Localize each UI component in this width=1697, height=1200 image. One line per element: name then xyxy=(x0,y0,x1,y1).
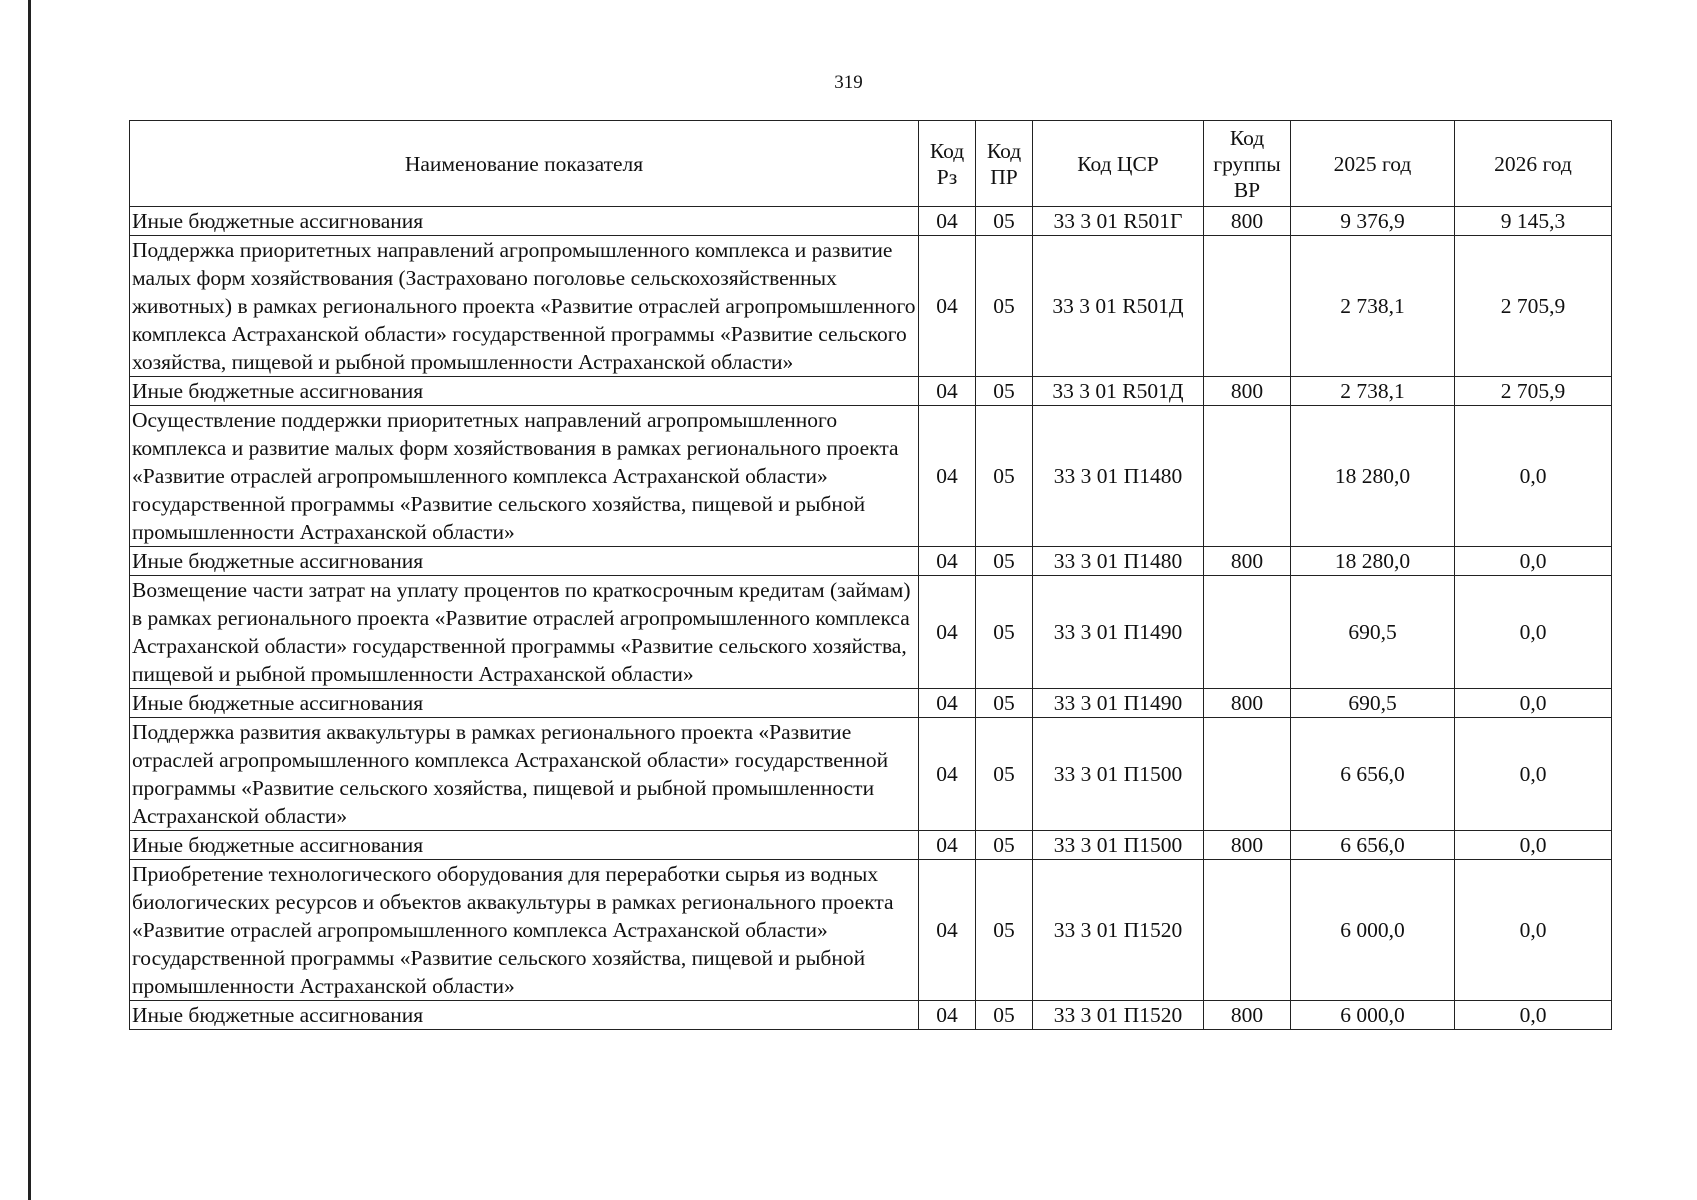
budget-table xyxy=(129,120,1612,1030)
cell-rz: 04 xyxy=(919,377,976,406)
cell-2026: 9 145,3 xyxy=(1455,207,1612,236)
cell-csr: 33 3 01 П1480 xyxy=(1033,547,1204,576)
header-2026: 2026 год xyxy=(1455,121,1612,207)
cell-2026: 0,0 xyxy=(1455,860,1612,1001)
cell-2025: 2 738,1 xyxy=(1291,236,1455,377)
table-row xyxy=(130,860,1612,1001)
cell-pr: 05 xyxy=(976,718,1033,831)
cell-vr: 800 xyxy=(1204,831,1291,860)
cell-2026: 0,0 xyxy=(1455,831,1612,860)
cell-csr: 33 3 01 П1490 xyxy=(1033,576,1204,689)
page-number: 319 xyxy=(834,72,863,93)
cell-vr: 800 xyxy=(1204,377,1291,406)
cell-vr xyxy=(1204,576,1291,689)
cell-2026: 0,0 xyxy=(1455,689,1612,718)
cell-csr: 33 3 01 R501Г xyxy=(1033,207,1204,236)
cell-2026: 2 705,9 xyxy=(1455,377,1612,406)
cell-pr: 05 xyxy=(976,236,1033,377)
cell-2025: 690,5 xyxy=(1291,689,1455,718)
cell-2026: 0,0 xyxy=(1455,1001,1612,1030)
cell-rz: 04 xyxy=(919,207,976,236)
table-row xyxy=(130,1001,1612,1030)
header-2025: 2025 год xyxy=(1291,121,1455,207)
cell-2026: 0,0 xyxy=(1455,547,1612,576)
cell-rz: 04 xyxy=(919,547,976,576)
cell-csr: 33 3 01 П1520 xyxy=(1033,860,1204,1001)
table-row xyxy=(130,718,1612,831)
cell-2025: 6 656,0 xyxy=(1291,718,1455,831)
table-row xyxy=(130,377,1612,406)
table-header-row xyxy=(130,121,1612,207)
cell-vr: 800 xyxy=(1204,207,1291,236)
cell-pr: 05 xyxy=(976,1001,1033,1030)
cell-2025: 690,5 xyxy=(1291,576,1455,689)
cell-rz: 04 xyxy=(919,689,976,718)
cell-csr: 33 3 01 П1480 xyxy=(1033,406,1204,547)
cell-csr: 33 3 01 П1500 xyxy=(1033,831,1204,860)
cell-vr xyxy=(1204,860,1291,1001)
cell-pr: 05 xyxy=(976,576,1033,689)
cell-pr: 05 xyxy=(976,689,1033,718)
table-row xyxy=(130,831,1612,860)
cell-name: Приобретение технологического оборудования для переработки сырья из водных биологических ресурсов и объектов аквакультуры в рамках регионального проекта «Развитие отраслей агропромышленного комплекса Астраханской области» государственной программы «Развитие сельского хозяйства, пищевой и рыбной промышленности Астраханской области» xyxy=(130,860,919,1001)
cell-vr: 800 xyxy=(1204,689,1291,718)
cell-csr: 33 3 01 П1520 xyxy=(1033,1001,1204,1030)
cell-pr: 05 xyxy=(976,406,1033,547)
cell-vr xyxy=(1204,406,1291,547)
cell-pr: 05 xyxy=(976,860,1033,1001)
cell-rz: 04 xyxy=(919,860,976,1001)
table-row xyxy=(130,207,1612,236)
header-pr: Код ПР xyxy=(976,121,1033,207)
cell-pr: 05 xyxy=(976,547,1033,576)
header-name: Наименование показателя xyxy=(130,121,919,207)
header-vr: Код группы ВР xyxy=(1204,121,1291,207)
table-row xyxy=(130,689,1612,718)
cell-2025: 18 280,0 xyxy=(1291,406,1455,547)
cell-csr: 33 3 01 П1490 xyxy=(1033,689,1204,718)
cell-name: Иные бюджетные ассигнования xyxy=(130,377,919,406)
cell-2026: 0,0 xyxy=(1455,576,1612,689)
cell-pr: 05 xyxy=(976,207,1033,236)
table-row xyxy=(130,236,1612,377)
cell-pr: 05 xyxy=(976,377,1033,406)
table-body xyxy=(130,207,1612,1030)
cell-name: Поддержка развития аквакультуры в рамках регионального проекта «Развитие отраслей агропромышленного комплекса Астраханской области» государственной программы «Развитие сельского хозяйства, пищевой и рыбной промышленности Астраханской области» xyxy=(130,718,919,831)
cell-rz: 04 xyxy=(919,718,976,831)
cell-2026: 2 705,9 xyxy=(1455,236,1612,377)
cell-2025: 6 000,0 xyxy=(1291,860,1455,1001)
cell-name: Осуществление поддержки приоритетных направлений агропромышленного комплекса и развитие малых форм хозяйствования в рамках регионального проекта «Развитие отраслей агропромышленного комплекса Астраханской области» государственной программы «Развитие сельского хозяйства, пищевой и рыбной промышленности Астраханской области» xyxy=(130,406,919,547)
cell-2025: 9 376,9 xyxy=(1291,207,1455,236)
table-row xyxy=(130,547,1612,576)
cell-csr: 33 3 01 П1500 xyxy=(1033,718,1204,831)
cell-rz: 04 xyxy=(919,1001,976,1030)
cell-2026: 0,0 xyxy=(1455,406,1612,547)
cell-2025: 2 738,1 xyxy=(1291,377,1455,406)
cell-csr: 33 3 01 R501Д xyxy=(1033,377,1204,406)
cell-vr xyxy=(1204,718,1291,831)
cell-rz: 04 xyxy=(919,831,976,860)
header-csr: Код ЦСР xyxy=(1033,121,1204,207)
cell-vr: 800 xyxy=(1204,1001,1291,1030)
cell-name: Возмещение части затрат на уплату процентов по краткосрочным кредитам (займам) в рамках регионального проекта «Развитие отраслей агропромышленного комплекса Астраханской области» государственной программы «Развитие сельского хозяйства, пищевой и рыбной промышленности Астраханской области» xyxy=(130,576,919,689)
cell-name: Иные бюджетные ассигнования xyxy=(130,831,919,860)
cell-name: Иные бюджетные ассигнования xyxy=(130,547,919,576)
cell-2025: 6 656,0 xyxy=(1291,831,1455,860)
cell-rz: 04 xyxy=(919,576,976,689)
cell-2026: 0,0 xyxy=(1455,718,1612,831)
header-rz: Код Рз xyxy=(919,121,976,207)
table-row xyxy=(130,406,1612,547)
cell-rz: 04 xyxy=(919,236,976,377)
page-margin-line xyxy=(28,0,31,1200)
cell-vr xyxy=(1204,236,1291,377)
cell-name: Поддержка приоритетных направлений агропромышленного комплекса и развитие малых форм хозяйствования (Застраховано поголовье сельскохозяйственных животных) в рамках регионального проекта «Развитие отраслей агропромышленного комплекса Астраханской области» государственной программы «Развитие сельского хозяйства, пищевой и рыбной промышленности Астраханской области» xyxy=(130,236,919,377)
cell-name: Иные бюджетные ассигнования xyxy=(130,207,919,236)
cell-name: Иные бюджетные ассигнования xyxy=(130,689,919,718)
cell-name: Иные бюджетные ассигнования xyxy=(130,1001,919,1030)
table-row xyxy=(130,576,1612,689)
cell-pr: 05 xyxy=(976,831,1033,860)
cell-2025: 18 280,0 xyxy=(1291,547,1455,576)
cell-2025: 6 000,0 xyxy=(1291,1001,1455,1030)
cell-csr: 33 3 01 R501Д xyxy=(1033,236,1204,377)
cell-vr: 800 xyxy=(1204,547,1291,576)
cell-rz: 04 xyxy=(919,406,976,547)
